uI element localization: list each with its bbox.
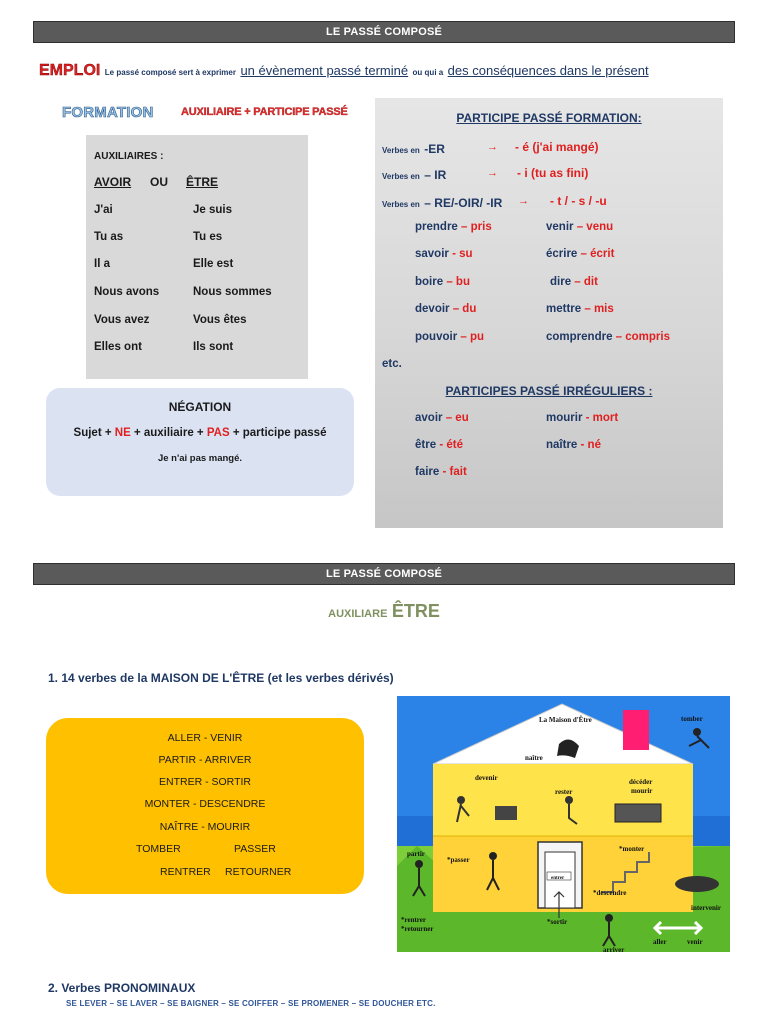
- person-icon: [605, 914, 613, 922]
- etre-form: Vous êtes: [193, 314, 247, 326]
- rule-prefix: Verbes en: [382, 200, 420, 209]
- pp-example: [546, 303, 614, 315]
- maison-verb-pair: ALLER - VENIR: [167, 732, 243, 744]
- avoir-form: Elles ont: [94, 341, 142, 353]
- participle: – mis: [584, 303, 614, 315]
- etre-heading: ÊTRE: [186, 175, 219, 189]
- pp-example: [546, 248, 614, 260]
- etre-word: ÊTRE: [391, 601, 440, 621]
- verb: venir: [546, 221, 574, 233]
- verb: être: [415, 439, 437, 451]
- participle: – venu: [576, 221, 614, 233]
- pp-example: [415, 276, 470, 288]
- maison-verb-pair: NAÎTRE - MOURIR: [159, 821, 251, 833]
- verb: mourir: [546, 412, 583, 424]
- etre-form: Tu es: [193, 231, 223, 243]
- label-rentrer: *rentrer: [401, 916, 427, 924]
- verb: faire: [415, 466, 440, 478]
- label-sortir: *sortir: [547, 918, 568, 926]
- verb: prendre: [415, 221, 458, 233]
- avoir-form: Il a: [94, 258, 110, 270]
- irregular-example: [415, 412, 469, 424]
- irregular-title: PARTICIPES PASSÉ IRRÉGULIERS :: [445, 384, 653, 398]
- pp-example: [415, 331, 484, 343]
- emploi-text-2: ou qui a: [412, 68, 444, 77]
- pp-example: [546, 221, 613, 233]
- auxiliaire-etre-title: [0, 601, 768, 622]
- emploi-highlight-1: un évènement passé terminé: [240, 63, 409, 78]
- participle: – pu: [460, 331, 485, 343]
- negation-rule-part: + auxiliaire +: [130, 427, 207, 439]
- negation-rule-part: Sujet +: [73, 427, 115, 439]
- avoir-form: Tu as: [94, 231, 124, 243]
- maison-etre-illustration: [397, 696, 730, 952]
- arrow-icon: →: [518, 195, 529, 207]
- label-devenir: devenir: [475, 774, 498, 782]
- rule-ending: -ER: [424, 142, 445, 156]
- verb: avoir: [415, 412, 443, 424]
- label-partir: partir: [407, 850, 425, 858]
- verb: comprendre: [546, 331, 613, 343]
- irregular-example: [546, 412, 618, 424]
- label-monter: *monter: [619, 845, 645, 853]
- label-intervenir: intervenir: [691, 904, 721, 912]
- label-passer: *passer: [447, 856, 470, 864]
- label-retourner: *retourner: [401, 925, 434, 933]
- negation-example: Je n'ai pas mangé.: [157, 453, 243, 464]
- participle: - su: [452, 248, 473, 260]
- verb: devoir: [415, 303, 450, 315]
- verb: dire: [550, 276, 572, 288]
- participle: – eu: [445, 412, 469, 424]
- avoir-form: Nous avons: [94, 286, 160, 298]
- label-tomber: tomber: [681, 715, 703, 723]
- participle: – pris: [461, 221, 492, 233]
- label-entrer: entrer: [551, 876, 565, 881]
- arrow-icon: →: [487, 141, 498, 153]
- verb: boire: [415, 276, 444, 288]
- maison-verb: TOMBER: [136, 843, 181, 855]
- person-icon: [415, 860, 423, 868]
- rule-result: - i (tu as fini): [517, 166, 589, 180]
- verb: pouvoir: [415, 331, 458, 343]
- rule-ir: [382, 166, 446, 184]
- label-arriver: arriver: [603, 946, 625, 952]
- coffin-icon: [615, 804, 661, 822]
- rule-ending: – IR: [424, 168, 447, 182]
- formation-title: FORMATION: [62, 104, 154, 121]
- label-aller: aller: [653, 938, 667, 946]
- rule-result: - é (j'ai mangé): [515, 140, 599, 154]
- negation-title: NÉGATION: [168, 400, 232, 414]
- pronominaux-examples: SE LEVER – SE LAVER – SE BAIGNER – SE COIFFER – SE PROMENER – SE DOUCHER ETC.: [66, 999, 436, 1008]
- avoir-form: J'ai: [94, 204, 113, 216]
- verb: écrire: [546, 248, 578, 260]
- verb: savoir: [415, 248, 449, 260]
- maison-verb: RETOURNER: [225, 866, 292, 878]
- desk-icon: [495, 806, 517, 820]
- irregular-example: [415, 439, 463, 451]
- ou-label: OU: [150, 175, 168, 189]
- pp-example: [415, 303, 476, 315]
- chimney: [623, 710, 649, 750]
- participe-passe-title: PARTICIPE PASSÉ FORMATION:: [456, 111, 642, 125]
- maison-verb-pair: ENTRER - SORTIR: [159, 776, 251, 788]
- falling-person-icon: [693, 728, 701, 736]
- label-rester: rester: [555, 788, 573, 796]
- participle: – du: [452, 303, 477, 315]
- participle: - fait: [442, 466, 467, 478]
- rule-re-oir-ir: [382, 194, 502, 212]
- rule-result: - t / - s / -u: [550, 194, 607, 208]
- header-banner: LE PASSÉ COMPOSÉ: [33, 21, 735, 43]
- verb: naître: [546, 439, 578, 451]
- pp-example: [415, 248, 473, 260]
- etre-form: Nous sommes: [193, 286, 272, 298]
- participle: - né: [580, 439, 601, 451]
- etre-form: Elle est: [193, 258, 234, 270]
- negation-rule-part: + participe passé: [229, 427, 327, 439]
- person-icon: [565, 796, 573, 804]
- label-deceder: décéder: [629, 778, 653, 786]
- verb: mettre: [546, 303, 582, 315]
- participle: – bu: [446, 276, 470, 288]
- person-icon: [457, 796, 465, 804]
- rule-er: [382, 140, 445, 158]
- header-banner: LE PASSÉ COMPOSÉ: [33, 563, 735, 585]
- avoir-heading: AVOIR: [94, 175, 132, 189]
- auxiliaire-word: AUXILIARE: [328, 608, 388, 620]
- negation-pas: PAS: [206, 427, 230, 439]
- participle: – écrit: [580, 248, 615, 260]
- avoir-form: Vous avez: [94, 314, 150, 326]
- section-heading-pronominaux: 2. Verbes PRONOMINAUX: [48, 981, 196, 995]
- irregular-example: [546, 439, 601, 451]
- label-naitre: naître: [525, 754, 543, 762]
- label-mourir: mourir: [631, 787, 653, 795]
- participle: – dit: [574, 276, 598, 288]
- pp-example: [415, 221, 492, 233]
- irregular-example: [415, 466, 467, 478]
- house-title: La Maison d'Être: [539, 716, 592, 724]
- formation-formula: AUXILIAIRE + PARTICIPE PASSÉ: [181, 106, 348, 118]
- maison-verb: RENTRER: [160, 866, 211, 878]
- maison-verb-pair: PARTIR - ARRIVER: [158, 754, 252, 766]
- person-icon: [489, 852, 497, 860]
- negation-ne: NE: [114, 427, 131, 439]
- emploi-line: [39, 62, 649, 80]
- label-venir: venir: [687, 938, 703, 946]
- arrow-icon: →: [487, 167, 498, 179]
- negation-rule: [46, 427, 354, 439]
- trampoline-icon: [675, 876, 719, 892]
- emploi-highlight-2: des conséquences dans le présent: [447, 63, 649, 78]
- maison-verb: PASSER: [234, 843, 276, 855]
- participle: – compris: [615, 331, 670, 343]
- etc-label: etc.: [382, 358, 402, 370]
- pp-example: [550, 276, 598, 288]
- etre-form: Je suis: [193, 204, 232, 216]
- rule-ending: – RE/-OIR/ -IR: [424, 196, 503, 210]
- maison-verb-pair: MONTER - DESCENDRE: [144, 798, 266, 810]
- pp-example: [546, 331, 670, 343]
- auxiliaires-header: AUXILIAIRES :: [94, 151, 164, 162]
- section-heading-maison: 1. 14 verbes de la MAISON DE L'ÊTRE (et les verbes dérivés): [48, 671, 394, 685]
- emploi-text-1: Le passé composé sert à exprimer: [104, 68, 236, 77]
- rule-prefix: Verbes en: [382, 146, 420, 155]
- rule-prefix: Verbes en: [382, 172, 420, 181]
- etre-form: Ils sont: [193, 341, 234, 353]
- emploi-label: EMPLOI: [39, 62, 101, 79]
- participle: - mort: [585, 412, 619, 424]
- label-descendre: *descendre: [593, 889, 627, 897]
- participle: - été: [439, 439, 463, 451]
